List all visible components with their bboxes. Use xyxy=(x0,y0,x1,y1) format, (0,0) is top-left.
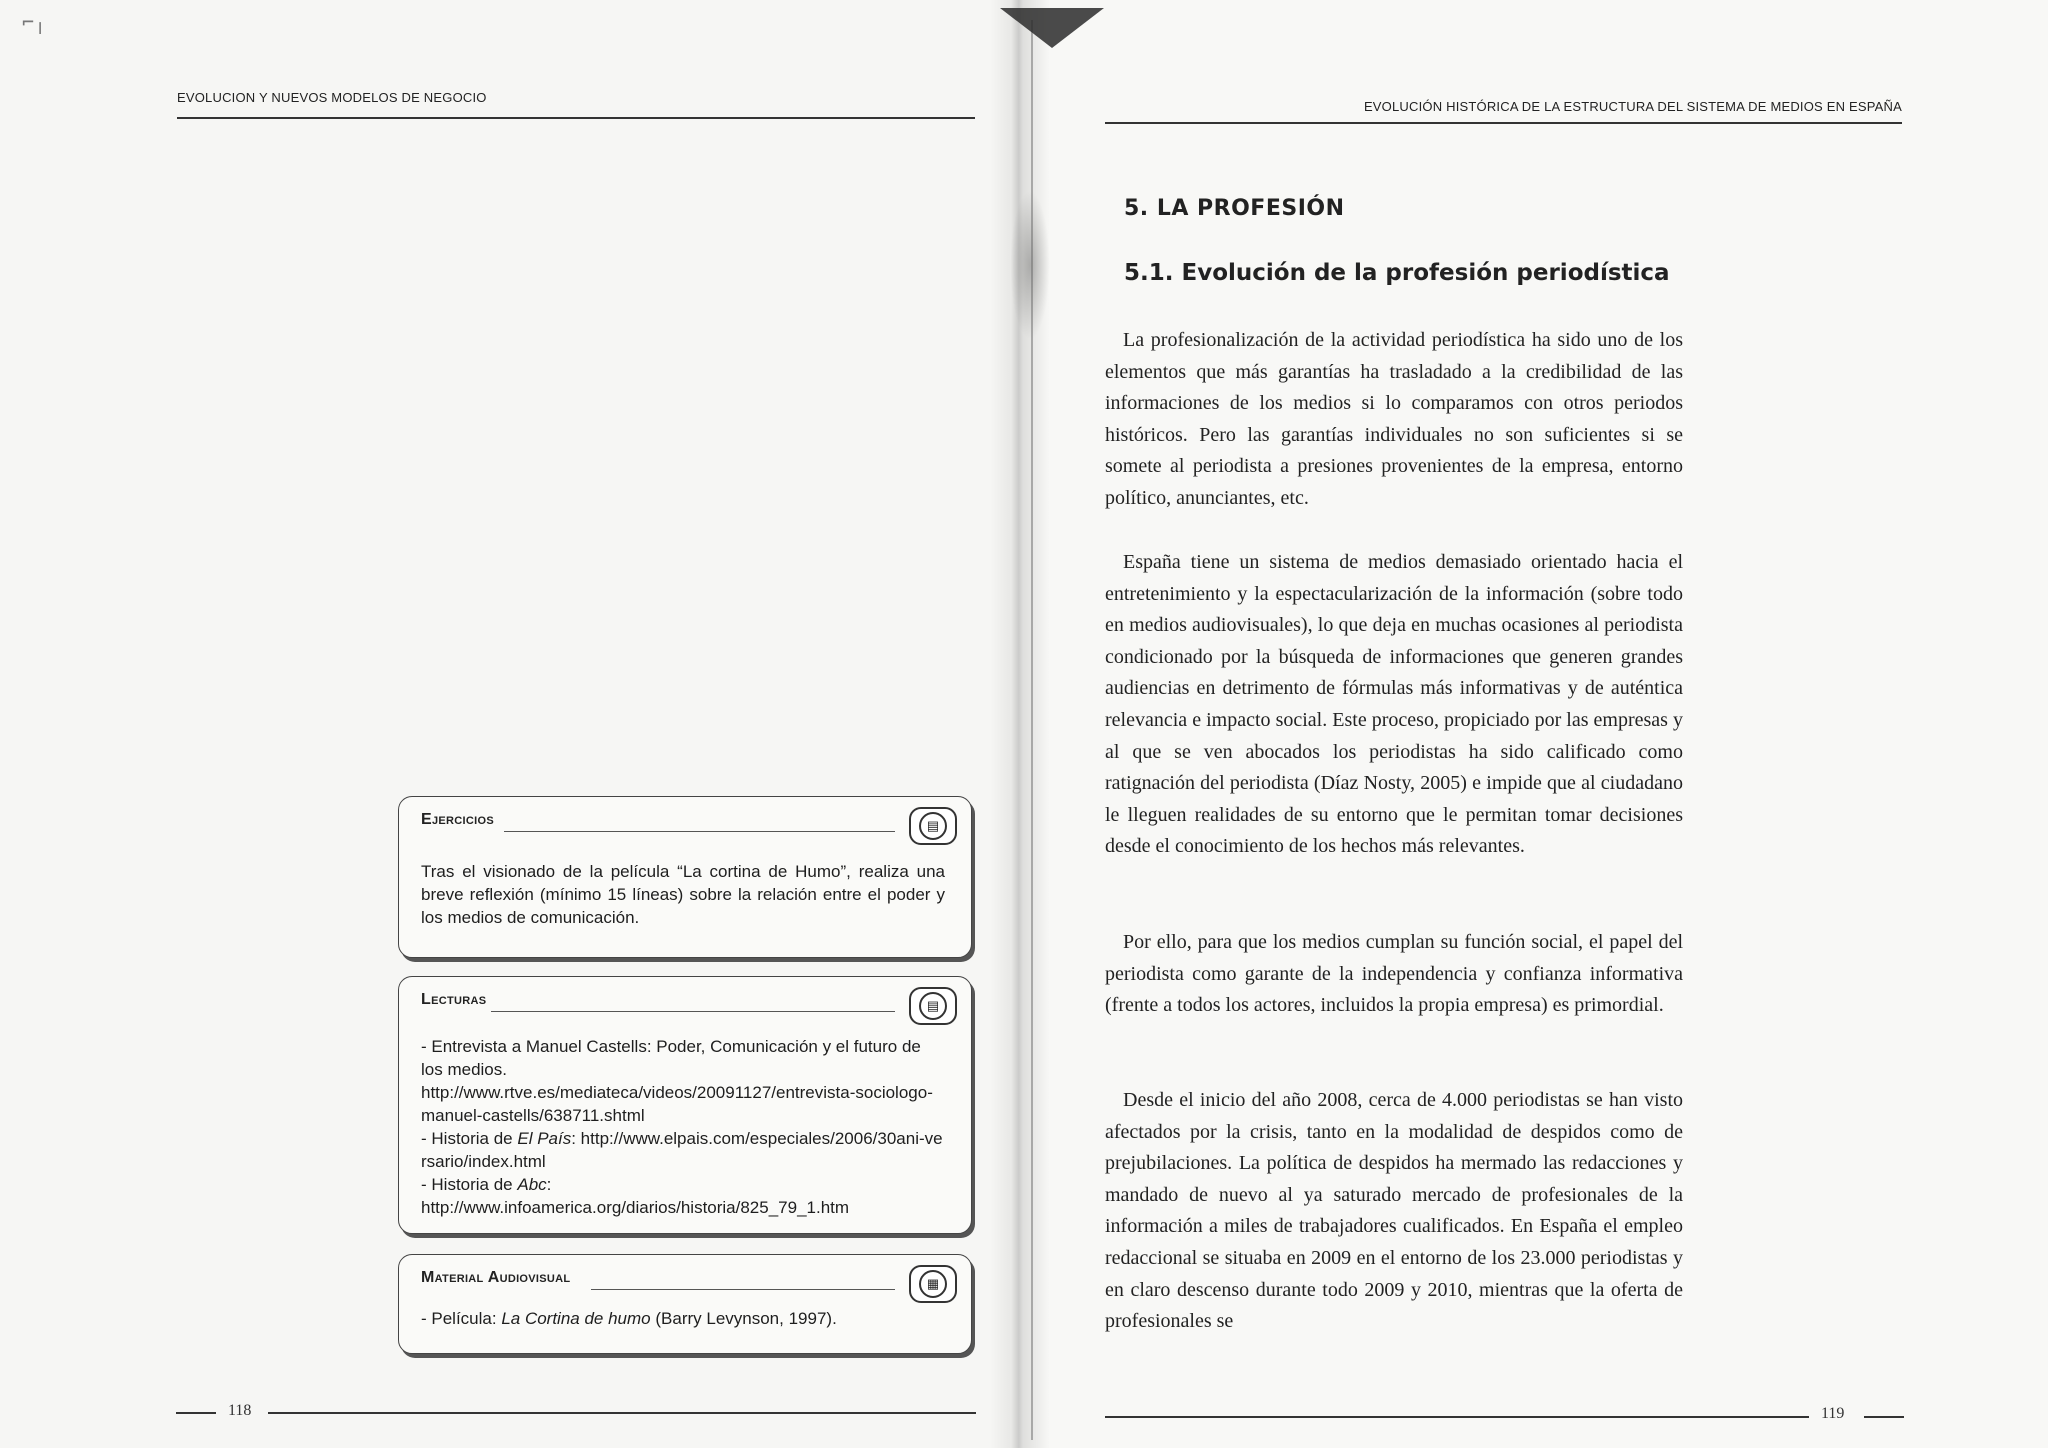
scan-corner-mark: ⌐╷ xyxy=(22,10,47,34)
section-title: 5. LA PROFESIÓN xyxy=(1124,196,1345,221)
paragraph-3: Por ello, para que los medios cumplan su función social, el papel del periodista como garante de la independencia y confianza informativa (frente a todos los actores, incluidos la propia empresa) es primordial. xyxy=(1105,931,1683,1017)
lecturas-box xyxy=(398,976,972,1234)
book-icon: ▤ xyxy=(909,807,957,845)
material-prefix: - Película: xyxy=(421,1309,502,1328)
material-audiovisual-box xyxy=(398,1254,972,1354)
left-running-header: EVOLUCION Y NUEVOS MODELOS DE NEGOCIO xyxy=(177,90,487,105)
left-header-rule xyxy=(177,117,975,119)
lecturas-link-rtve[interactable]: http://www.rtve.es/mediateca/videos/20091127/entrevista-sociologo-manuel-castells/638711.shtml xyxy=(421,1083,933,1125)
lecturas-item-abc xyxy=(421,1173,945,1196)
material-suffix: (Barry Levynson, 1997). xyxy=(650,1309,837,1328)
material-film-title: La Cortina de humo xyxy=(501,1309,651,1328)
lecturas-elpais-link[interactable]: : http://www.elpais.com/especiales/2006/30ani-versario/index.html xyxy=(421,1129,943,1171)
ejercicios-text: Tras el visionado de la película “La cortina de Humo”, realiza una breve reflexión (mínimo 15 líneas) sobre la relación entre el poder y los medios de comunicación. xyxy=(421,862,945,927)
lecturas-title: Lecturas xyxy=(421,991,487,1008)
lecturas-abc-prefix: - Historia de xyxy=(421,1175,518,1194)
right-running-header: EVOLUCIÓN HISTÓRICA DE LA ESTRUCTURA DEL SISTEMA DE MEDIOS EN ESPAÑA xyxy=(1363,99,1902,114)
lecturas-abc-suffix: : xyxy=(546,1175,552,1194)
lecturas-list xyxy=(421,1035,945,1219)
paragraph-2: España tiene un sistema de medios demasiado orientado hacia el entretenimiento y la espectacularización de la información (sobre todo en medios audiovisuales), lo que deja en muchas ocasiones al periodista condicionado por la búsqueda de informaciones que generen grandes audiencias en detrimento de fórmulas más informativas y de auténtica relevancia e impacto social. Este proceso, propiciado por las empresas y al que se ven abocados los periodistas ha sido calificado como ratignación del periodista (Díaz Nosty, 2005) e impide que al ciudadano le lleguen realidades de su entorno que le permitan tomar decisiones desde el conocimiento de los hechos más relevantes. xyxy=(1105,551,1683,858)
ejercicios-title: Ejercicios xyxy=(421,811,494,828)
lecturas-title-rule xyxy=(491,1011,895,1012)
gutter-line xyxy=(1031,20,1033,1440)
material-title: Material Audiovisual xyxy=(421,1269,571,1286)
lecturas-elpais-name: El País xyxy=(517,1129,572,1148)
lecturas-item-castells: - Entrevista a Manuel Castells: Poder, Comunicación y el futuro de los medios. xyxy=(421,1037,921,1079)
book-icon: ▤ xyxy=(909,987,957,1025)
lecturas-abc-name: Abc xyxy=(517,1175,547,1194)
gutter-top-shadow xyxy=(1000,8,1104,48)
lecturas-item-elpais xyxy=(421,1127,945,1173)
right-footer-rule-long xyxy=(1105,1416,1809,1418)
film-icon: ▦ xyxy=(909,1265,957,1303)
right-page-number: 119 xyxy=(1821,1405,1845,1422)
paragraph-1: La profesionalización de la actividad periodística ha sido uno de los elementos que más garantías ha trasladado a la credibilidad de las informaciones de los medios si lo comparamos con otros periodos históricos. Pero las garantías individuales no son suficientes si se somete al periodista a presiones provenientes de la empresa, entorno político, anunciantes, etc. xyxy=(1105,329,1683,509)
right-header-rule xyxy=(1105,122,1902,124)
lecturas-link-infoamerica[interactable]: http://www.infoamerica.org/diarios/historia/825_79_1.htm xyxy=(421,1198,850,1217)
material-title-rule xyxy=(591,1289,895,1290)
ejercicios-box xyxy=(398,796,972,958)
left-footer-rule-long xyxy=(268,1412,976,1414)
left-page-number: 118 xyxy=(228,1402,252,1419)
paragraph-4: Desde el inicio del año 2008, cerca de 4.000 periodistas se han visto afectados por la crisis, tanto en la modalidad de despidos como de prejubilaciones. La política de despidos ha mermado las redacciones y mandado de nuevo al ya saturado mercado de profesionales de la información a miles de trabajadores cualificados. En España el empleo redaccional se situaba en 2009 en el entorno de los 23.000 periodistas y en claro descenso durante todo 2009 y 2010, mientras que la oferta de profesionales se xyxy=(1105,1089,1683,1333)
lecturas-elpais-prefix: - Historia de xyxy=(421,1129,518,1148)
gutter-shadow xyxy=(1010,190,1050,340)
ejercicios-title-rule xyxy=(504,831,895,832)
right-footer-rule-short xyxy=(1864,1416,1904,1418)
subsection-title: 5.1. Evolución de la profesión periodística xyxy=(1124,260,1670,286)
left-footer-rule-short xyxy=(176,1412,216,1414)
material-text xyxy=(421,1307,945,1330)
